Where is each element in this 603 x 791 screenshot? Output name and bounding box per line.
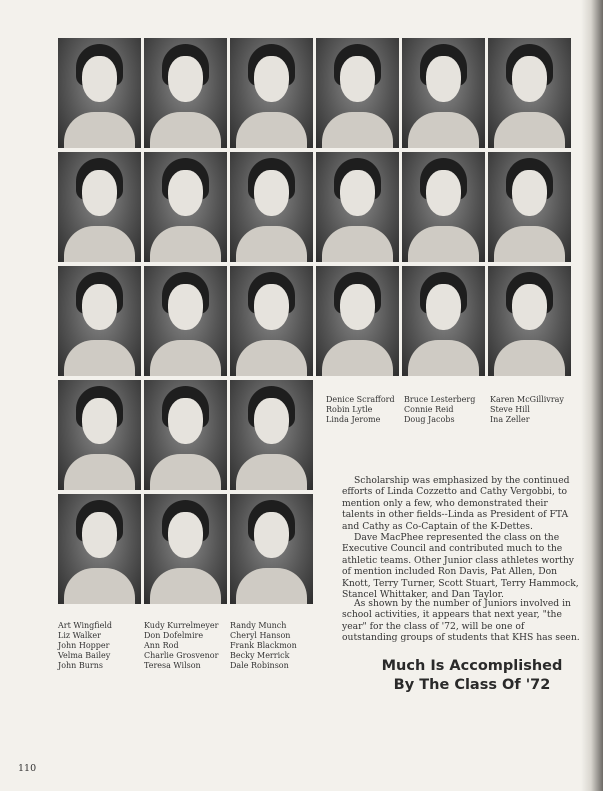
photo-caption-col5: Bruce Lesterberg Connie Reid Doug Jacobs	[404, 395, 476, 424]
photo-caption-col1: Art Wingfield Liz Walker John Hopper Velma Bailey John Burns	[58, 621, 113, 670]
student-photo	[230, 494, 313, 604]
student-photo	[144, 152, 227, 262]
body-paragraph-1: Scholarship was emphasized by the continued efforts of Linda Cozzetto and Cathy Vergobbi, to mention only a few, who demonstrated their talents in other fields--Linda as President of FTA and Cathy as Co-Captain of the K-Dettes.	[342, 475, 570, 532]
student-photo	[316, 38, 399, 148]
student-photo	[316, 266, 399, 376]
student-photo	[230, 38, 313, 148]
student-photo	[402, 266, 485, 376]
body-paragraph-3: As shown by the number of Juniors involved in school activities, it appears that next year, "the year" for the class of '72, will be one of outstanding groups of students that KHS has seen.	[342, 598, 580, 644]
student-photo	[58, 266, 141, 376]
student-photo	[230, 380, 313, 490]
student-photo	[144, 38, 227, 148]
body-paragraph-2: Dave MacPhee represented the class on the Executive Council and contributed much to the athletic teams. Other Junior class athletes worthy of mention included Ron Davis, Pat Allen, Don Knott, Terry Turner, Scott Stuart, Terry Hammock, Stancel Whittaker, and Dan Taylor.	[342, 532, 579, 601]
student-photo	[488, 38, 571, 148]
student-photo	[488, 152, 571, 262]
student-photo	[58, 494, 141, 604]
student-photo	[316, 152, 399, 262]
student-photo	[144, 380, 227, 490]
photo-caption-col3: Randy Munch Cheryl Hanson Frank Blackmon Becky Merrick Dale Robinson	[230, 621, 297, 670]
section-heading: Much Is Accomplished By The Class Of '72	[381, 658, 563, 693]
student-photo	[230, 152, 313, 262]
student-photo	[58, 38, 141, 148]
photo-caption-col4: Denice Scrafford Robin Lytle Linda Jerome	[326, 395, 395, 424]
student-photo	[230, 266, 313, 376]
student-photo	[144, 266, 227, 376]
student-photo	[58, 152, 141, 262]
student-photo	[58, 380, 141, 490]
student-photo	[402, 38, 485, 148]
page-binding-shadow	[581, 0, 603, 791]
student-photo	[402, 152, 485, 262]
student-photo	[488, 266, 571, 376]
photo-caption-col6: Karen McGillivray Steve Hill Ina Zeller	[490, 395, 564, 424]
student-photo	[144, 494, 227, 604]
page-number: 110	[18, 763, 37, 774]
photo-caption-col2: Kudy Kurrelmeyer Don Dofelmire Ann Rod Charlie Grosvenor Teresa Wilson	[144, 621, 219, 670]
